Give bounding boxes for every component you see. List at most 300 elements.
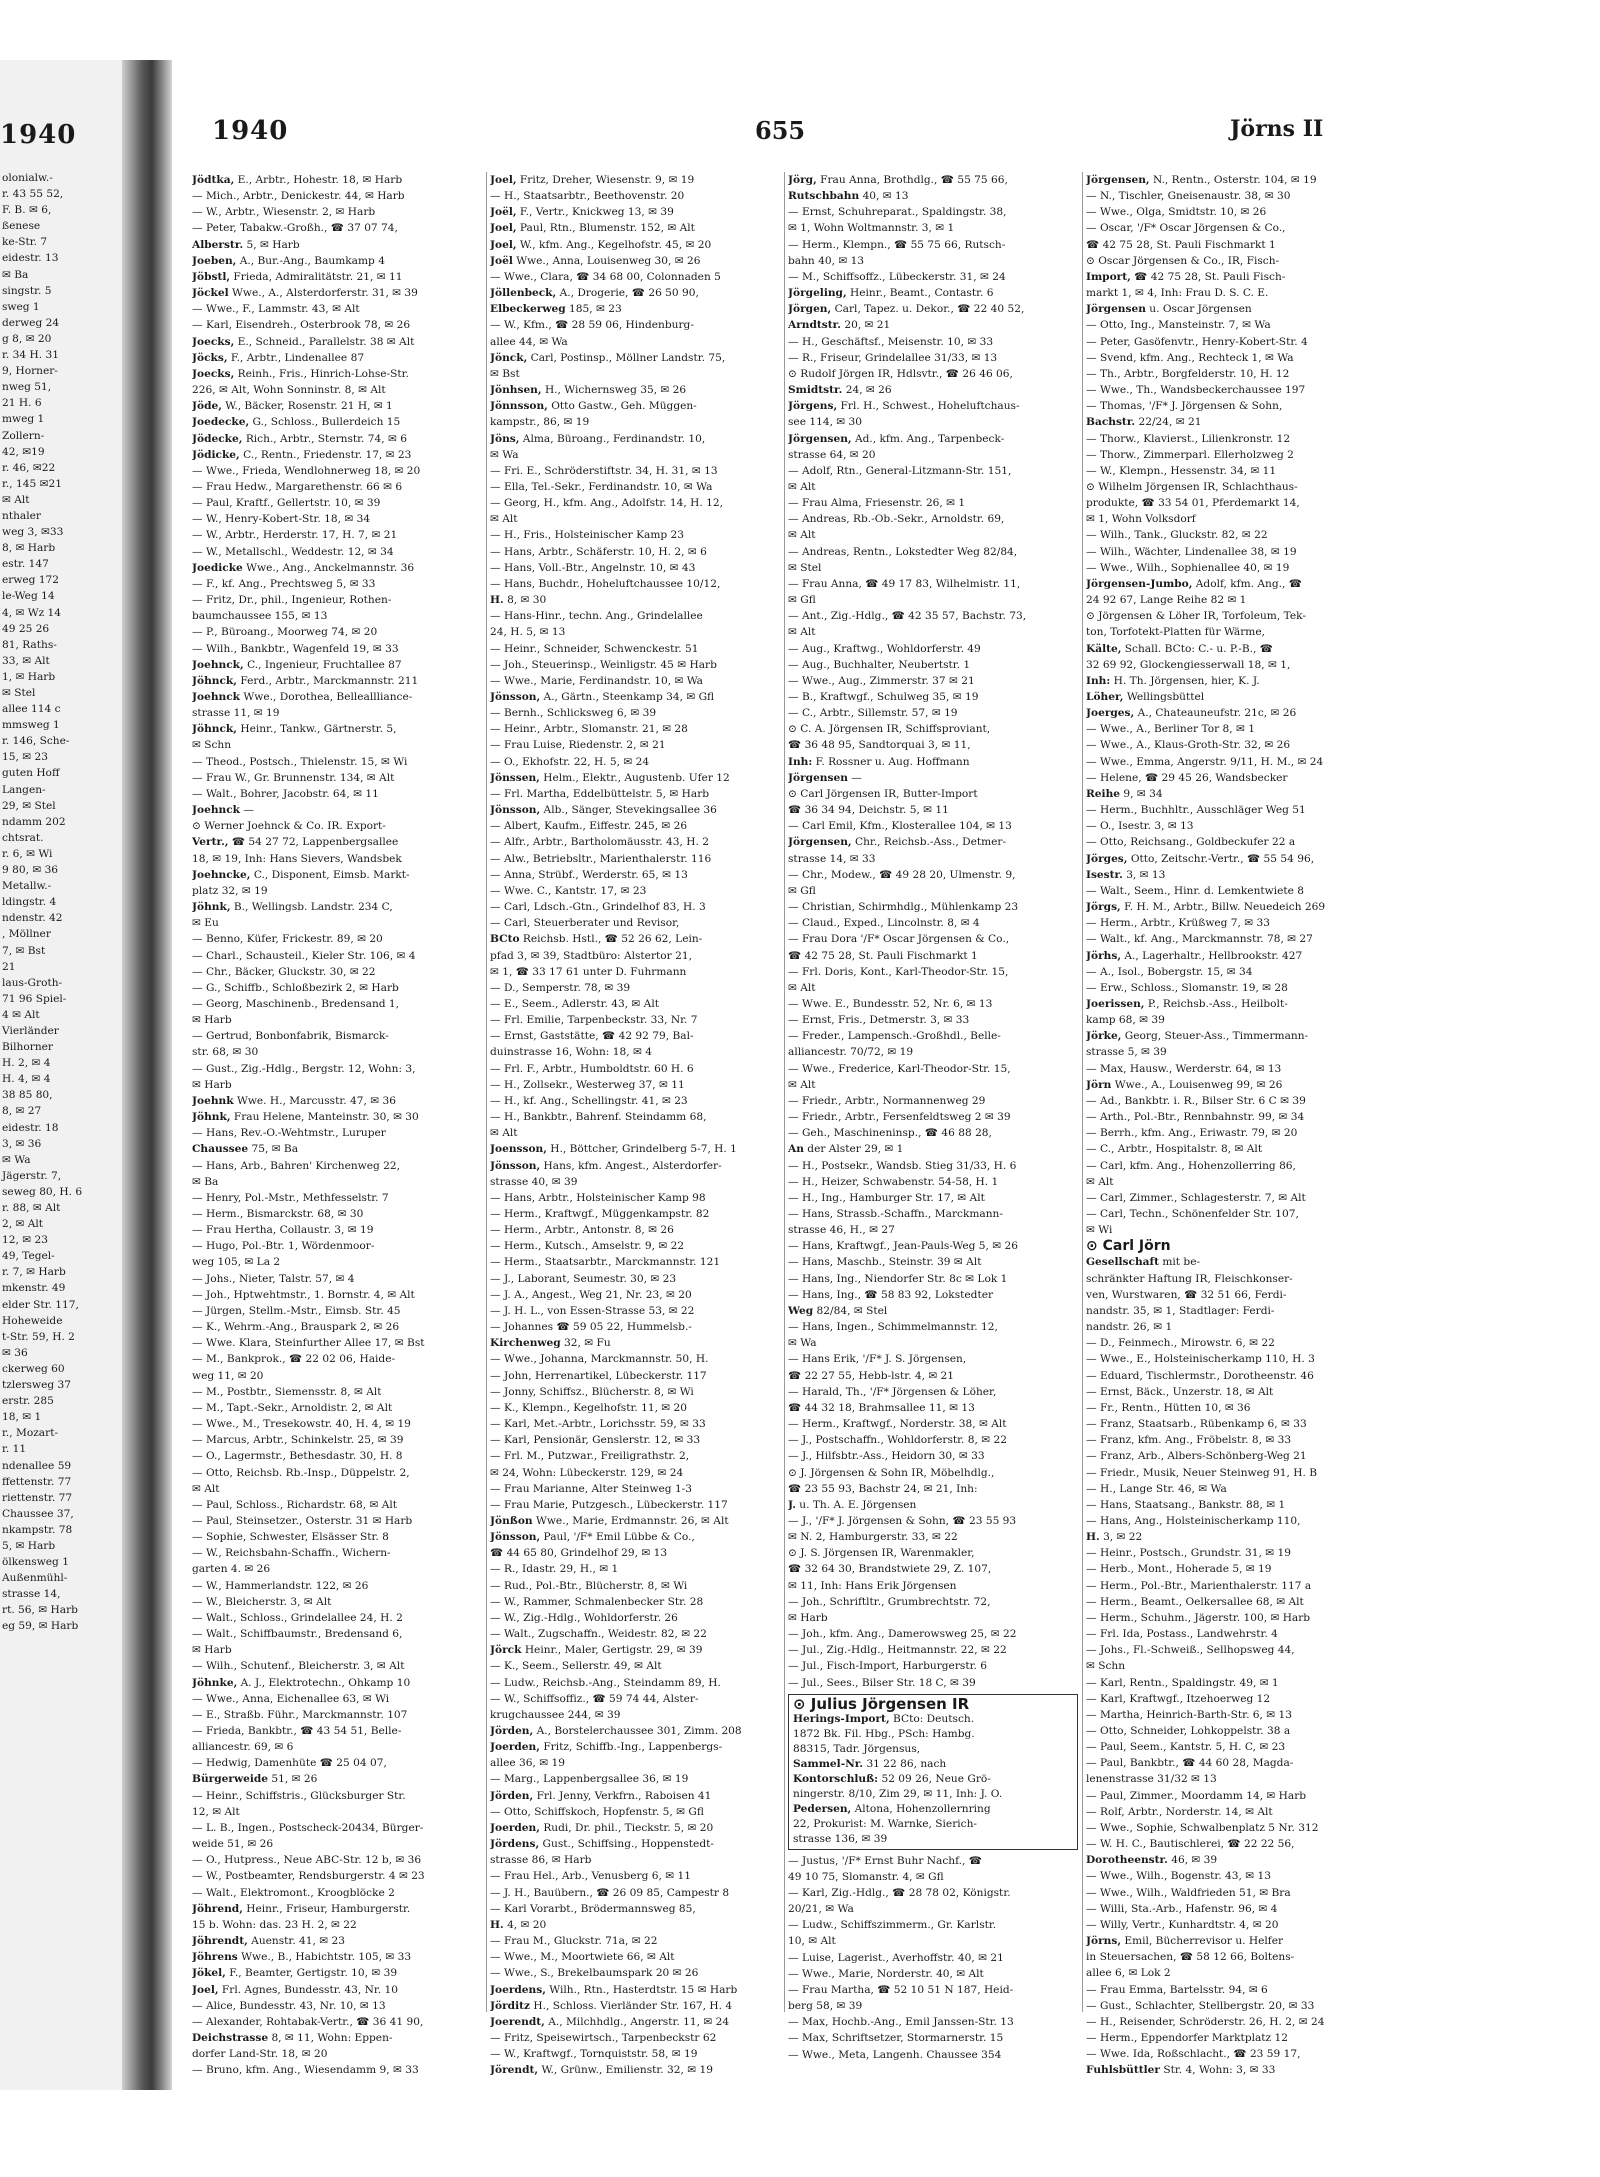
entry-line: Joecks, Reinh., Fris., Hinrich-Lohse-Str. bbox=[192, 367, 409, 380]
entry-line: garten 4. ✉ 26 bbox=[192, 1563, 271, 1576]
entry-line: seweg 80, H. 6 bbox=[2, 1185, 83, 1198]
entry-line: Elbeckerweg 185, ✉ 23 bbox=[490, 303, 622, 316]
entry-line: ⊙ J. S. Jörgensen IR, Warenmakler, bbox=[788, 1547, 975, 1560]
running-head: Jörns II bbox=[1230, 116, 1324, 142]
entry-line: Jörgs, F. H. M., Arbtr., Billw. Neuedeich 269 bbox=[1086, 901, 1326, 914]
entry-line: — H., Staatsarbtr., Beethovenstr. 20 bbox=[490, 190, 685, 203]
entry-line: Jörendt, W., Grünw., Emilienstr. 32, ✉ 19 bbox=[490, 2064, 713, 2077]
entry-line: 18, ✉ 1 bbox=[2, 1411, 42, 1424]
entry-line: BCto Reichsb. Hstl., ☎ 52 26 62, Lein- bbox=[490, 933, 703, 946]
entry-line: str. 68, ✉ 30 bbox=[192, 1046, 259, 1059]
entry-line: ✉ Alt bbox=[2, 493, 30, 506]
entry-line: — W. H. C., Bautischlerei, ☎ 22 22 56, bbox=[1086, 1838, 1295, 1851]
entry-line: — Eduard, Tischlermstr., Dorotheenstr. 46 bbox=[1086, 1369, 1314, 1382]
entry-line: ☎ 42 75 28, St. Pauli Fischmarkt 1 bbox=[1086, 238, 1276, 251]
advertisement-title: ⊙ Carl Jörn bbox=[1086, 1238, 1171, 1255]
entry-line: erstr. 285 bbox=[2, 1395, 54, 1408]
entry-line: — Carl, kfm. Ang., Hohenzollerring 86, bbox=[1086, 1159, 1296, 1172]
entry-line: — Rud., Pol.-Btr., Blücherstr. 8, ✉ Wi bbox=[490, 1579, 688, 1592]
entry-line: — H., Lange Str. 46, ✉ Wa bbox=[1086, 1482, 1227, 1495]
entry-line: — N., Tischler, Gneisenaustr. 38, ✉ 30 bbox=[1086, 190, 1291, 203]
entry-line: — Otto, Ing., Mansteinstr. 7, ✉ Wa bbox=[1086, 319, 1271, 332]
entry-line: 20/21, ✉ Wa bbox=[788, 1903, 854, 1916]
entry-line: — Frieda, Bankbtr., ☎ 43 54 51, Belle- bbox=[192, 1725, 402, 1737]
entry-line: — Hans, Maschb., Steinstr. 39 ✉ Alt bbox=[788, 1256, 982, 1269]
entry-line: — W., Bleicherstr. 3, ✉ Alt bbox=[192, 1595, 332, 1608]
entry-line: ✉ Gfl bbox=[788, 884, 816, 897]
entry-line: — Andreas, Rentn., Lokstedter Weg 82/84, bbox=[788, 545, 1018, 558]
entry-line: — Marg., Lappenbergsallee 36, ✉ 19 bbox=[490, 1773, 689, 1786]
entry-line: — P., Büroang., Moorweg 74, ✉ 20 bbox=[192, 626, 378, 639]
entry-line: ✉ 1, Wohn Volksdorf bbox=[1086, 513, 1196, 526]
entry-line: — Walt., Schloss., Grindelallee 24, H. 2 bbox=[192, 1611, 403, 1624]
directory-column-1 bbox=[192, 172, 482, 2078]
entry-line: ßenese bbox=[2, 220, 41, 233]
entry-line: weg 105, ✉ La 2 bbox=[192, 1256, 281, 1269]
entry-line: Zollern- bbox=[2, 429, 45, 442]
entry-line: — M., Tapt.-Sekr., Arnoldistr. 2, ✉ Alt bbox=[192, 1401, 393, 1414]
entry-line: — Ad., Bankbtr. i. R., Bilser Str. 6 C ✉ 39 bbox=[1086, 1094, 1306, 1107]
entry-line: H. 8, ✉ 30 bbox=[490, 594, 547, 607]
entry-line: — Bernh., Schlicksweg 6, ✉ 39 bbox=[490, 707, 657, 720]
entry-line: bahn 40, ✉ 13 bbox=[788, 254, 865, 267]
entry-line: olonialw.- bbox=[2, 172, 53, 184]
entry-line: Kontorschluß: 52 09 26, Neue Grö- bbox=[793, 1772, 991, 1785]
entry-line: Joeben, A., Bur.-Ang., Baumkamp 4 bbox=[192, 254, 385, 267]
entry-line: — Willi, Sta.-Arb., Hafenstr. 96, ✉ 4 bbox=[1086, 1902, 1278, 1915]
entry-line: — J. H. L., von Essen-Strasse 53, ✉ 22 bbox=[490, 1304, 695, 1317]
entry-line: — Fritz, Dr., phil., Ingenieur, Rothen- bbox=[192, 594, 392, 607]
entry-line: Jörgeling, Heinr., Beamt., Contastr. 6 bbox=[788, 287, 994, 300]
entry-line: — W., Reichsbahn-Schaffn., Wichern- bbox=[192, 1547, 391, 1560]
entry-line: ölkensweg 1 bbox=[2, 1556, 69, 1569]
entry-line: — Herm., Eppendorfer Marktplatz 12 bbox=[1086, 2031, 1288, 2044]
entry-line: mkenstr. 49 bbox=[2, 1282, 66, 1295]
entry-line: 4, ✉ Wz 14 bbox=[2, 606, 62, 619]
entry-line: erweg 172 bbox=[2, 574, 60, 587]
entry-line: — Herb., Mont., Hoherade 5, ✉ 19 bbox=[1086, 1563, 1272, 1576]
entry-line: — Max, Schriftsetzer, Stormarnerstr. 15 bbox=[788, 2032, 1004, 2045]
entry-line: — Wwe., Aug., Zimmerstr. 37 ✉ 21 bbox=[788, 674, 975, 687]
entry-line: — Hans, Arb., Bahren' Kirchenweg 22, bbox=[192, 1159, 401, 1172]
entry-line: — Hans, Ing., ☎ 58 83 92, Lokstedter bbox=[788, 1288, 994, 1301]
entry-line: Löher, Wellingsbüttel bbox=[1086, 691, 1205, 703]
entry-line: — L. B., Ingen., Postscheck-20434, Bürger- bbox=[192, 1821, 424, 1834]
entry-line: tzlersweg 37 bbox=[2, 1379, 71, 1392]
entry-line: — H., kf. Ang., Schellingstr. 41, ✉ 23 bbox=[490, 1094, 688, 1107]
entry-line: ke-Str. 7 bbox=[2, 236, 48, 249]
entry-line: — Otto, Reichsang., Goldbeckufer 22 a bbox=[1086, 836, 1296, 849]
entry-line: — Justus, '/F* Ernst Buhr Nachf., ☎ bbox=[788, 1854, 982, 1867]
entry-line: Joehnck Wwe., Dorothea, Belleallliance- bbox=[192, 691, 413, 703]
entry-line: — W., Schiffsoffiz., ☎ 59 74 44, Alster- bbox=[490, 1692, 699, 1705]
entry-line: r. 46, ✉22 bbox=[2, 461, 56, 474]
entry-line: Jörns, Emil, Bücherrevisor u. Helfer bbox=[1086, 1935, 1284, 1948]
entry-line: — Wwe., M., Moortwiete 66, ✉ Alt bbox=[490, 1951, 675, 1964]
entry-line: Kirchenweg 32, ✉ Fu bbox=[490, 1337, 611, 1350]
entry-line: ✉ Wi bbox=[1086, 1224, 1113, 1237]
entry-line: Joerden, Rudi, Dr. phil., Tieckstr. 5, ✉ 20 bbox=[490, 1821, 714, 1834]
entry-line: — H., Zollsekr., Westerweg 37, ✉ 11 bbox=[490, 1078, 685, 1091]
entry-line: — H., Ing., Hamburger Str. 17, ✉ Alt bbox=[788, 1191, 985, 1204]
entry-line: — Wwe., F., Lammstr. 43, ✉ Alt bbox=[192, 303, 360, 316]
entry-line: — Wwe., M., Tresekowstr. 40, H. 4, ✉ 19 bbox=[192, 1418, 411, 1431]
entry-line: — R., Friseur, Grindelallee 31/33, ✉ 13 bbox=[788, 351, 998, 364]
entry-line: Jönssen, Helm., Elektr., Augustenb. Ufer 12 bbox=[490, 771, 730, 784]
entry-line: — Wwe., Th., Wandsbeckerchaussee 197 bbox=[1086, 384, 1306, 397]
entry-line: — Wwe., Johanna, Marckmannstr. 50, H. bbox=[490, 1353, 709, 1366]
entry-line: ✉ Eu bbox=[192, 917, 219, 930]
entry-line: Fuhlsbüttler Str. 4, Wohn: 3, ✉ 33 bbox=[1086, 2064, 1276, 2077]
entry-line: — H., Geschäftsf., Meisenstr. 10, ✉ 33 bbox=[788, 335, 994, 348]
entry-line: 3, ✉ 36 bbox=[2, 1137, 42, 1150]
entry-line: weg 3, ✉33 bbox=[2, 526, 64, 539]
entry-line: markt 1, ✉ 4, Inh: Frau D. S. C. E. bbox=[1086, 287, 1269, 300]
entry-line: ton, Torfotekt-Platten für Wärme, bbox=[1086, 626, 1265, 639]
book-gutter bbox=[122, 60, 172, 2090]
entry-line: 4 ✉ Alt bbox=[2, 1008, 40, 1021]
entry-line: Inh: F. Rossner u. Aug. Hoffmann bbox=[788, 755, 970, 768]
entry-line: Metallw.- bbox=[2, 880, 52, 893]
entry-line: — Luise, Lagerist., Averhoffstr. 40, ✉ 21 bbox=[788, 1951, 1004, 1964]
entry-line: — Svend, kfm. Ang., Rechteck 1, ✉ Wa bbox=[1086, 351, 1294, 364]
entry-line: — Walt., Schiffbaumstr., Bredensand 6, bbox=[192, 1628, 403, 1641]
entry-line: 21 H. 6 bbox=[2, 397, 42, 410]
entry-line: 1, ✉ Harb bbox=[2, 670, 56, 683]
entry-line: nthaler bbox=[2, 509, 41, 522]
entry-line: — Wilh., Schutenf., Bleicherstr. 3, ✉ Alt bbox=[192, 1660, 405, 1673]
entry-line: — J., Laborant, Seumestr. 30, ✉ 23 bbox=[490, 1272, 677, 1285]
entry-line: Joël Wwe., Anna, Louisenweg 30, ✉ 26 bbox=[490, 254, 701, 267]
entry-line: mweg 1 bbox=[2, 413, 45, 426]
entry-line: — Herm., Staatsarbtr., Marckmannstr. 121 bbox=[490, 1256, 721, 1269]
entry-line: — Frau Hedw., Margarethenstr. 66 ✉ 6 bbox=[192, 480, 403, 493]
entry-line: — Anna, Strübf., Werderstr. 65, ✉ 13 bbox=[490, 868, 688, 881]
entry-line: ✉ Schn bbox=[192, 739, 232, 752]
entry-line: — Wwe. E., Bundesstr. 52, Nr. 6, ✉ 13 bbox=[788, 997, 993, 1010]
entry-line: Jörgensen-Jumbo, Adolf, kfm. Ang., ☎ bbox=[1086, 577, 1302, 590]
entry-line: 7, ✉ Bst bbox=[2, 944, 46, 957]
entry-line: Jörck Heinr., Maler, Gertigstr. 29, ✉ 39 bbox=[490, 1644, 703, 1657]
entry-line: — Jul., Fisch-Import, Harburgerstr. 6 bbox=[788, 1660, 987, 1673]
entry-line: Herings-Import, BCto: Deutsch. bbox=[793, 1712, 975, 1725]
entry-line: nandstr. 35, ✉ 1, Stadtlager: Ferdi- bbox=[1086, 1304, 1275, 1317]
entry-line: 22, Prokurist: M. Warnke, Sierich- bbox=[793, 1817, 977, 1830]
entry-line: — Johs., Fl.-Schweiß., Sellhopsweg 44, bbox=[1086, 1644, 1295, 1657]
entry-line: 15, ✉ 23 bbox=[2, 751, 48, 764]
entry-line: — K., Klempn., Kegelhofstr. 11, ✉ 20 bbox=[490, 1401, 688, 1414]
directory-column-4 bbox=[1086, 172, 1376, 2078]
entry-line: — Frau M., Gluckstr. 71a, ✉ 22 bbox=[490, 1935, 658, 1948]
entry-line: 1872 Bk. Fil. Hbg., PSch: Hambg. bbox=[793, 1727, 975, 1740]
entry-line: — Herm., Kutsch., Amselstr. 9, ✉ 22 bbox=[490, 1240, 685, 1253]
entry-line: ✉ 24, Wohn: Lübeckerstr. 129, ✉ 24 bbox=[490, 1466, 684, 1479]
entry-line: ☎ 36 48 95, Sandtorquai 3, ✉ 11, bbox=[788, 739, 971, 752]
entry-line: Jördens, Gust., Schiffsing., Hoppenstedt- bbox=[490, 1838, 714, 1851]
entry-line: guten Hoff bbox=[2, 767, 60, 780]
entry-line: ✉ Wa bbox=[788, 1337, 817, 1350]
entry-line: — Herm., Kraftwgf., Norderstr. 38, ✉ Alt bbox=[788, 1418, 1007, 1431]
entry-line: — Karl, Rentn., Spaldingstr. 49, ✉ 1 bbox=[1086, 1676, 1279, 1689]
entry-line: Alberstr. 5, ✉ Harb bbox=[192, 238, 300, 251]
entry-line: — Hans, Strassb.-Schaffn., Marckmann- bbox=[788, 1208, 1003, 1220]
entry-line: — Jonny, Schiffsz., Blücherstr. 8, ✉ Wi bbox=[490, 1385, 694, 1398]
entry-line: — Hans, Arbtr., Holsteinischer Kamp 98 bbox=[490, 1191, 706, 1204]
entry-line: — Frau Marie, Putzgesch., Lübeckerstr. 117 bbox=[490, 1498, 728, 1511]
entry-line: — Carl, Techn., Schönenfelder Str. 107, bbox=[1086, 1208, 1299, 1220]
entry-line: — Frau Alma, Friesenstr. 26, ✉ 1 bbox=[788, 497, 966, 510]
entry-line: ✉ Wa bbox=[2, 1153, 31, 1166]
entry-line: pfad 3, ✉ 39, Stadtbüro: Alstertor 21, bbox=[490, 949, 692, 962]
entry-line: 33, ✉ Alt bbox=[2, 654, 50, 667]
entry-line: duinstrasse 16, Wohn: 18, ✉ 4 bbox=[490, 1046, 652, 1059]
entry-line: Jörgen, Carl, Tapez. u. Dekor., ☎ 22 40 52, bbox=[788, 303, 1025, 316]
entry-line: in Steuersachen, ☎ 58 12 66, Boltens- bbox=[1086, 1951, 1295, 1964]
entry-line: Joel, W., kfm. Ang., Kegelhofstr. 45, ✉ 20 bbox=[490, 238, 712, 251]
column-rule bbox=[1082, 172, 1083, 2012]
entry-line: — Martha, Heinrich-Barth-Str. 6, ✉ 13 bbox=[1086, 1708, 1292, 1721]
entry-line: — Frl. Doris, Kont., Karl-Theodor-Str. 15, bbox=[788, 965, 1009, 978]
entry-line: — Otto, Schiffskoch, Hopfenstr. 5, ✉ Gfl bbox=[490, 1805, 704, 1818]
entry-line: Jönnsson, Otto Gastw., Geh. Müggen- bbox=[490, 400, 697, 413]
entry-line: ndamm 202 bbox=[2, 815, 66, 828]
entry-line: r. 43 55 52, bbox=[2, 188, 64, 201]
entry-line: — Oscar, '/F* Oscar Jörgensen & Co., bbox=[1086, 222, 1286, 235]
entry-line: — Walt., Bohrer, Jacobstr. 64, ✉ 11 bbox=[192, 787, 379, 800]
entry-line: 38 85 80, bbox=[2, 1089, 53, 1102]
entry-line: Jöde, W., Bäcker, Rosenstr. 21 H, ✉ 1 bbox=[192, 400, 393, 413]
entry-line: ldingstr. 4 bbox=[2, 896, 57, 909]
entry-line: An der Alster 29, ✉ 1 bbox=[788, 1143, 904, 1156]
entry-line: ✉ 1, Wohn Woltmannstr. 3, ✉ 1 bbox=[788, 222, 955, 235]
entry-line: Joedicke Wwe., Ang., Anckelmannstr. 36 bbox=[192, 561, 415, 574]
entry-line: Rutschbahn 40, ✉ 13 bbox=[788, 190, 909, 203]
entry-line: — Frl. Ida, Postass., Landwehrstr. 4 bbox=[1086, 1628, 1278, 1641]
entry-line: — Hans, Arbtr., Schäferstr. 10, H. 2, ✉ 6 bbox=[490, 545, 707, 558]
entry-line: — Herm., Buchhltr., Ausschläger Weg 51 bbox=[1086, 804, 1306, 817]
entry-line: 49 25 26 bbox=[2, 622, 50, 635]
entry-line: ⊙ Carl Jörgensen IR, Butter-Import bbox=[788, 787, 978, 800]
entry-line: strasse 40, ✉ 39 bbox=[490, 1175, 578, 1188]
entry-line: ✉ Schn bbox=[1086, 1660, 1126, 1673]
entry-line: Jöcks, F., Arbtr., Lindenallee 87 bbox=[192, 351, 365, 364]
entry-line: Joerissen, P., Reichsb.-Ass., Heilbolt- bbox=[1086, 997, 1288, 1010]
entry-line: ✉ 36 bbox=[2, 1346, 28, 1359]
directory-column-2 bbox=[490, 172, 780, 2078]
entry-line: berg 58, ✉ 39 bbox=[788, 2000, 863, 2013]
entry-line: — Helene, ☎ 29 45 26, Wandsbecker bbox=[1086, 771, 1288, 784]
entry-line: 81, Raths- bbox=[2, 638, 57, 651]
entry-line: Dorotheenstr. 46, ✉ 39 bbox=[1086, 1854, 1218, 1867]
entry-line: — C., Arbtr., Hospitalstr. 8, ✉ Alt bbox=[1086, 1143, 1263, 1156]
entry-line: Bilhorner bbox=[2, 1041, 53, 1054]
entry-line: Jöhnke, A. J., Elektrotechn., Ohkamp 10 bbox=[192, 1676, 411, 1689]
entry-line: — Hans, Ing., Niendorfer Str. 8c ✉ Lok 1 bbox=[788, 1272, 1008, 1285]
entry-line: Jönsson, Paul, '/F* Emil Lübbe & Co., bbox=[490, 1531, 695, 1544]
entry-line: r., Mozart- bbox=[2, 1427, 59, 1440]
entry-line: ✉ Alt bbox=[788, 529, 816, 542]
entry-line: — M., Postbtr., Siemensstr. 8, ✉ Alt bbox=[192, 1385, 382, 1398]
entry-line: — W., Metallschl., Weddestr. 12, ✉ 34 bbox=[192, 545, 394, 558]
left-page-year: 1940 bbox=[0, 120, 77, 150]
entry-line: — Paul, Bankbtr., ☎ 44 60 28, Magda- bbox=[1086, 1757, 1294, 1770]
entry-line: — Karl, Zig.-Hdlg., ☎ 28 78 02, Königstr. bbox=[788, 1887, 1011, 1899]
entry-line: — E., Seem., Adlerstr. 43, ✉ Alt bbox=[490, 997, 659, 1010]
entry-line: — Walt., Seem., Hinr. d. Lemkentwiete 8 bbox=[1086, 884, 1305, 897]
entry-line: — Jul., Sees., Bilser Str. 18 C, ✉ 39 bbox=[788, 1676, 976, 1689]
entry-line: r. 7, ✉ Harb bbox=[2, 1266, 66, 1279]
entry-line: F. B. ✉ 6, bbox=[2, 204, 52, 217]
entry-line: ☎ 32 64 30, Brandstwiete 29, Z. 107, bbox=[788, 1563, 992, 1576]
entry-line: le-Weg 14 bbox=[2, 590, 55, 603]
entry-line: Weg 82/84, ✉ Stel bbox=[788, 1304, 888, 1317]
entry-line: — Charl., Schausteil., Kieler Str. 106, ✉ 4 bbox=[192, 949, 416, 962]
entry-line: — Benno, Küfer, Frickestr. 89, ✉ 20 bbox=[192, 933, 383, 946]
entry-line: Langen- bbox=[2, 783, 46, 796]
entry-line: — Heinr., Schiffstris., Glücksburger Str. bbox=[192, 1789, 406, 1802]
entry-line: — Heinr., Schneider, Schwenckestr. 51 bbox=[490, 642, 699, 655]
entry-line: ⊙ Werner Joehnck & Co. IR. Export- bbox=[192, 820, 386, 833]
entry-line: — John, Herrenartikel, Lübeckerstr. 117 bbox=[490, 1369, 707, 1382]
entry-line: — Karl, Pensionär, Genslerstr. 12, ✉ 33 bbox=[490, 1434, 701, 1447]
entry-line: — Chr., Bäcker, Gluckstr. 30, ✉ 22 bbox=[192, 965, 376, 978]
entry-line: ⊙ Wilhelm Jörgensen IR, Schlachthaus- bbox=[1086, 480, 1298, 493]
entry-line: — Frau Martha, ☎ 52 10 51 N 187, Heid- bbox=[788, 1983, 1014, 1996]
entry-line: ✉ Alt bbox=[788, 626, 816, 639]
entry-line: alliancestr. 69, ✉ 6 bbox=[192, 1741, 294, 1754]
entry-line: schränkter Haftung IR, Fleischkonser- bbox=[1086, 1272, 1293, 1285]
entry-line: — Herm., Schuhm., Jägerstr. 100, ✉ Harb bbox=[1086, 1611, 1311, 1624]
entry-line: Jörditz H., Schloss. Vierländer Str. 167, H. 4 bbox=[490, 1999, 733, 2012]
entry-line: ⊙ Jörgensen & Löher IR, Torfoleum, Tek- bbox=[1086, 610, 1306, 623]
entry-line: Jönck, Carl, Postinsp., Möllner Landstr. 75, bbox=[490, 351, 726, 364]
entry-line: — Arth., Pol.-Btr., Rennbahnstr. 99, ✉ 34 bbox=[1086, 1111, 1305, 1124]
entry-line: — Ant., Zig.-Hdlg., ☎ 42 35 57, Bachstr. 73, bbox=[788, 610, 1027, 623]
advertisement-title: ⊙ Julius Jörgensen IR bbox=[793, 1694, 970, 1713]
entry-line: eg 59, ✉ Harb bbox=[2, 1620, 79, 1633]
entry-line: — Franz, Staatsarb., Rübenkamp 6, ✉ 33 bbox=[1086, 1418, 1307, 1431]
entry-line: 226, ✉ Alt, Wohn Sonninstr. 8, ✉ Alt bbox=[192, 384, 386, 397]
entry-line: — Rolf, Arbtr., Norderstr. 14, ✉ Alt bbox=[1086, 1805, 1273, 1818]
entry-line: — Gertrud, Bonbonfabrik, Bismarck- bbox=[192, 1030, 389, 1043]
entry-line: — Heinr., Arbtr., Slomanstr. 21, ✉ 28 bbox=[490, 723, 688, 736]
entry-line: — Hans, Rev.-O.-Wehtmstr., Luruper bbox=[192, 1127, 386, 1140]
entry-line: ✉ N. 2, Hamburgerstr. 33, ✉ 22 bbox=[788, 1531, 958, 1544]
entry-line: Vierländer bbox=[2, 1024, 59, 1037]
entry-line: Deichstrasse 8, ✉ 11, Wohn: Eppen- bbox=[192, 2031, 393, 2044]
entry-line: ✉ Alt bbox=[788, 1078, 816, 1091]
entry-line: Joël, F., Vertr., Knickweg 13, ✉ 39 bbox=[490, 206, 674, 219]
entry-line: allee 114 c bbox=[2, 703, 61, 716]
entry-line: Jöns, Alma, Büroang., Ferdinandstr. 10, bbox=[490, 432, 706, 445]
entry-line: ✉ 1, ☎ 33 17 61 unter D. Fuhrmann bbox=[490, 965, 687, 978]
entry-line: see 114, ✉ 30 bbox=[788, 416, 863, 429]
entry-line: estr. 147 bbox=[2, 558, 49, 571]
entry-line: 9, Horner- bbox=[2, 365, 58, 378]
entry-line: — Theod., Postsch., Thielenstr. 15, ✉ Wi bbox=[192, 755, 408, 768]
entry-line: weide 51, ✉ 26 bbox=[192, 1838, 274, 1851]
entry-line: ☎ 23 55 93, Bachstr 24, ✉ 21, Inh: bbox=[788, 1482, 978, 1495]
entry-line: Joecks, E., Schneid., Parallelstr. 38 ✉ Alt bbox=[192, 335, 415, 348]
entry-line: — Joh., Schriftltr., Grumbrechtstr. 72, bbox=[788, 1595, 991, 1608]
entry-line: — Paul, Zimmer., Moordamm 14, ✉ Harb bbox=[1086, 1789, 1307, 1802]
entry-line: 88315, Tadr. Jörgensus, bbox=[793, 1742, 921, 1755]
entry-line: nweg 51, bbox=[2, 381, 52, 394]
entry-line: nandstr. 26, ✉ 1 bbox=[1086, 1321, 1173, 1334]
entry-line: r. 34 H. 31 bbox=[2, 349, 59, 362]
entry-line: — Alfr., Arbtr., Bartholomäusstr. 43, H. 2 bbox=[490, 836, 709, 849]
entry-line: laus-Groth- bbox=[2, 976, 63, 989]
entry-line: ffettenstr. 77 bbox=[2, 1475, 72, 1488]
entry-line: ☎ 44 65 80, Grindelhof 29, ✉ 13 bbox=[490, 1547, 668, 1560]
entry-line: — Max, Hochb.-Ang., Emil Janssen-Str. 13 bbox=[788, 2016, 1014, 2029]
entry-line: Bürgerweide 51, ✉ 26 bbox=[192, 1773, 318, 1786]
entry-line: Arndtstr. 20, ✉ 21 bbox=[788, 319, 891, 332]
entry-line: — K., Wehrm.-Ang., Brauspark 2, ✉ 26 bbox=[192, 1321, 400, 1334]
entry-line: — O., Isestr. 3, ✉ 13 bbox=[1086, 820, 1194, 833]
entry-line: — Frau Anna, ☎ 49 17 83, Wilhelmistr. 11, bbox=[788, 577, 1021, 590]
entry-line: ✉ Alt bbox=[490, 1127, 518, 1140]
entry-line: — Frl. Martha, Eddelbüttelstr. 5, ✉ Harb bbox=[490, 787, 710, 800]
entry-line: strasse 46, H., ✉ 27 bbox=[788, 1224, 895, 1237]
entry-line: — Geh., Maschineninsp., ☎ 46 88 28, bbox=[788, 1127, 992, 1140]
entry-line: Jörgensen u. Oscar Jörgensen bbox=[1086, 303, 1252, 316]
entry-line: — J. H., Bauübern., ☎ 26 09 85, Campestr 8 bbox=[490, 1886, 730, 1899]
entry-line: — Walt., kf. Ang., Marckmannstr. 78, ✉ 27 bbox=[1086, 933, 1313, 946]
entry-line: — Thomas, '/F* J. Jörgensen & Sohn, bbox=[1086, 400, 1283, 413]
entry-line: — Carl, Ldsch.-Gtn., Grindelhof 83, H. 3 bbox=[490, 901, 706, 914]
entry-line: — Hugo, Pol.-Btr. 1, Wördenmoor- bbox=[192, 1240, 375, 1253]
entry-line: nkampstr. 78 bbox=[2, 1523, 73, 1536]
entry-line: chtsrat. bbox=[2, 831, 44, 844]
entry-line: — O., Ekhofstr. 22, H. 5, ✉ 24 bbox=[490, 755, 650, 768]
entry-line: ☎ 22 27 55, Hebb-lstr. 4, ✉ 21 bbox=[788, 1369, 955, 1382]
entry-line: Smidtstr. 24, ✉ 26 bbox=[788, 384, 892, 397]
entry-line: weg 11, ✉ 20 bbox=[192, 1369, 264, 1382]
entry-line: ✉ Alt bbox=[490, 513, 518, 526]
entry-line: Jöllenbeck, A., Drogerie, ☎ 26 50 90, bbox=[490, 287, 699, 300]
entry-line: — Max, Hausw., Werderstr. 64, ✉ 13 bbox=[1086, 1062, 1282, 1075]
entry-line: — Friedr., Arbtr., Fersenfeldtsweg 2 ✉ 39 bbox=[788, 1111, 1011, 1124]
entry-line: — F., kf. Ang., Prechtsweg 5, ✉ 33 bbox=[192, 577, 376, 590]
entry-line: Jödicke, C., Rentn., Friedenstr. 17, ✉ 23 bbox=[192, 448, 412, 461]
entry-line: — J. A., Angest., Weg 21, Nr. 23, ✉ 20 bbox=[490, 1288, 692, 1301]
entry-line: — Thorw., Zimmerparl. Ellerholzweg 2 bbox=[1086, 448, 1294, 461]
entry-line: ⊙ Rudolf Jörgen IR, Hdlsvtr., ☎ 26 46 06, bbox=[788, 367, 1013, 380]
entry-line: — C., Arbtr., Sillemstr. 57, ✉ 19 bbox=[788, 707, 958, 720]
entry-line: r. 88, ✉ Alt bbox=[2, 1202, 61, 1214]
entry-line: ✉ Stel bbox=[788, 561, 822, 574]
entry-line: Jörgensen, N., Rentn., Osterstr. 104, ✉ 19 bbox=[1086, 174, 1317, 186]
entry-line: , Möllner bbox=[2, 928, 51, 941]
entry-line: — W., Klempn., Hessenstr. 34, ✉ 11 bbox=[1086, 464, 1277, 477]
entry-line: — Frl. Emilie, Tarpenbeckstr. 33, Nr. 7 bbox=[490, 1014, 698, 1027]
entry-line: — W., Kfm., ☎ 28 59 06, Hindenburg- bbox=[490, 319, 694, 332]
entry-line: — Wwe. C., Kantstr. 17, ✉ 23 bbox=[490, 884, 647, 897]
entry-line: 12, ✉ 23 bbox=[2, 1234, 48, 1247]
entry-line: — W., Zig.-Hdlg., Wohldorferstr. 26 bbox=[490, 1611, 678, 1624]
entry-line: platz 32, ✉ 19 bbox=[192, 884, 268, 897]
entry-line: — Wwe. Klara, Steinfurther Allee 17, ✉ Bst bbox=[192, 1337, 425, 1350]
entry-line: dorfer Land-Str. 18, ✉ 20 bbox=[192, 2048, 328, 2061]
entry-line: — Fritz, Speisewirtsch., Tarpenbeckstr 62 bbox=[490, 2031, 717, 2044]
entry-line: — Georg, H., kfm. Ang., Adolfstr. 14, H. 12, bbox=[490, 497, 723, 510]
entry-line: Jöhnck, Ferd., Arbtr., Marckmannstr. 211 bbox=[192, 674, 419, 687]
entry-line: — Wilh., Tank., Gluckstr. 82, ✉ 22 bbox=[1086, 529, 1268, 542]
entry-line: — Paul, Seem., Kantstr. 5, H. C, ✉ 23 bbox=[1086, 1741, 1286, 1754]
entry-line: — G., Schiffb., Schloßbezirk 2, ✉ Harb bbox=[192, 981, 399, 994]
entry-line: — Walt., Elektromont., Kroogblöcke 2 bbox=[192, 1886, 395, 1899]
